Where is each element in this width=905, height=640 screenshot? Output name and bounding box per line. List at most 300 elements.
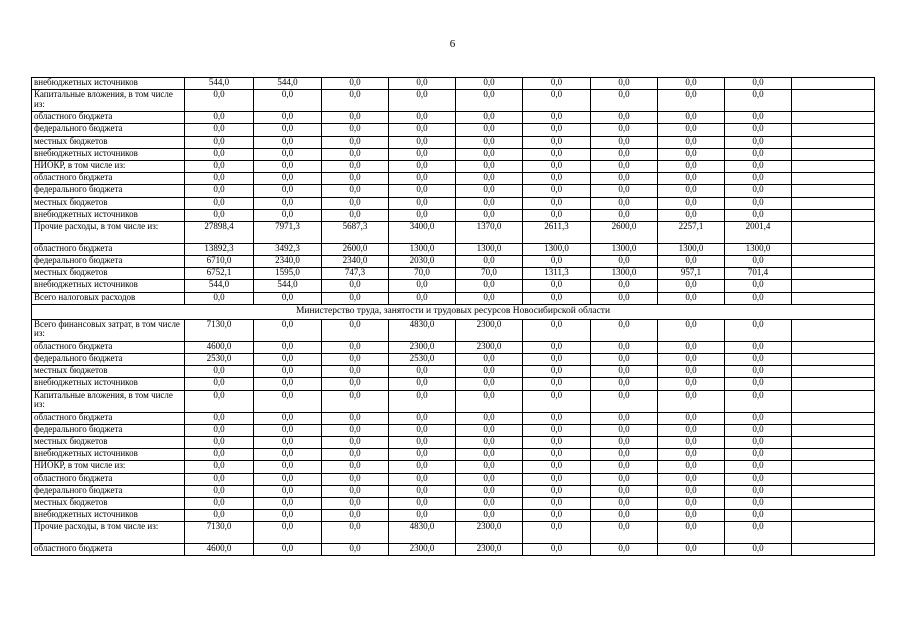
- value-cell: 0,0: [456, 256, 523, 268]
- empty-cell: [792, 221, 875, 243]
- value-cell: 0,0: [322, 510, 389, 522]
- value-cell: 2340,0: [322, 256, 389, 268]
- value-cell: 0,0: [591, 473, 658, 485]
- value-cell: 0,0: [322, 366, 389, 378]
- row-label: внебюджетных источников: [32, 148, 185, 160]
- value-cell: 0,0: [658, 148, 725, 160]
- value-cell: 0,0: [456, 124, 523, 136]
- value-cell: 0,0: [456, 197, 523, 209]
- value-cell: 0,0: [254, 185, 322, 197]
- value-cell: 0,0: [658, 461, 725, 473]
- value-cell: 0,0: [591, 366, 658, 378]
- empty-cell: [792, 461, 875, 473]
- table-row: [32, 412, 875, 424]
- value-cell: 1300,0: [389, 243, 456, 255]
- value-cell: 0,0: [725, 209, 792, 221]
- table-row: [32, 319, 875, 341]
- row-label: внебюджетных источников: [32, 449, 185, 461]
- value-cell: 0,0: [523, 124, 591, 136]
- value-cell: 0,0: [725, 449, 792, 461]
- value-cell: 0,0: [389, 292, 456, 304]
- value-cell: 0,0: [322, 197, 389, 209]
- value-cell: 0,0: [185, 412, 254, 424]
- value-cell: 0,0: [254, 354, 322, 366]
- value-cell: 0,0: [725, 424, 792, 436]
- value-cell: 0,0: [456, 461, 523, 473]
- value-cell: 0,0: [456, 78, 523, 90]
- value-cell: 0,0: [185, 366, 254, 378]
- value-cell: 0,0: [322, 90, 389, 112]
- value-cell: 0,0: [185, 136, 254, 148]
- value-cell: 0,0: [591, 449, 658, 461]
- empty-cell: [792, 510, 875, 522]
- value-cell: 0,0: [523, 90, 591, 112]
- value-cell: 7130,0: [185, 522, 254, 544]
- value-cell: 0,0: [591, 136, 658, 148]
- value-cell: 0,0: [725, 160, 792, 172]
- value-cell: 0,0: [322, 378, 389, 390]
- value-cell: 0,0: [725, 461, 792, 473]
- value-cell: 0,0: [725, 366, 792, 378]
- row-label: Прочие расходы, в том числе из:: [32, 522, 185, 544]
- value-cell: 0,0: [254, 544, 322, 556]
- value-cell: 0,0: [322, 424, 389, 436]
- value-cell: 0,0: [523, 280, 591, 292]
- value-cell: 0,0: [456, 366, 523, 378]
- value-cell: 0,0: [725, 497, 792, 509]
- empty-cell: [792, 366, 875, 378]
- empty-cell: [792, 160, 875, 172]
- value-cell: 0,0: [523, 136, 591, 148]
- value-cell: 0,0: [456, 473, 523, 485]
- row-label: Капитальные вложения, в том числе из:: [32, 90, 185, 112]
- table-row: [32, 280, 875, 292]
- value-cell: 0,0: [591, 292, 658, 304]
- value-cell: 2300,0: [456, 341, 523, 353]
- value-cell: 6710,0: [185, 256, 254, 268]
- value-cell: 0,0: [389, 124, 456, 136]
- value-cell: 0,0: [658, 485, 725, 497]
- table-row: [32, 78, 875, 90]
- value-cell: 0,0: [389, 197, 456, 209]
- value-cell: 0,0: [254, 148, 322, 160]
- value-cell: 0,0: [725, 485, 792, 497]
- row-label: областного бюджета: [32, 173, 185, 185]
- value-cell: 0,0: [254, 424, 322, 436]
- value-cell: 2257,1: [658, 221, 725, 243]
- row-label: областного бюджета: [32, 412, 185, 424]
- value-cell: 0,0: [254, 366, 322, 378]
- value-cell: 0,0: [523, 197, 591, 209]
- table-row: [32, 449, 875, 461]
- table-row: [32, 148, 875, 160]
- value-cell: 0,0: [591, 185, 658, 197]
- value-cell: 0,0: [591, 522, 658, 544]
- value-cell: 0,0: [322, 185, 389, 197]
- value-cell: 0,0: [185, 461, 254, 473]
- value-cell: 0,0: [725, 319, 792, 341]
- budget-table: [31, 77, 875, 556]
- row-label: местных бюджетов: [32, 197, 185, 209]
- value-cell: 0,0: [658, 197, 725, 209]
- empty-cell: [792, 424, 875, 436]
- row-label: Всего налоговых расходов: [32, 292, 185, 304]
- empty-cell: [792, 124, 875, 136]
- value-cell: 0,0: [523, 497, 591, 509]
- value-cell: 2600,0: [591, 221, 658, 243]
- value-cell: 0,0: [254, 461, 322, 473]
- value-cell: 0,0: [456, 292, 523, 304]
- value-cell: 0,0: [523, 256, 591, 268]
- value-cell: 1370,0: [456, 221, 523, 243]
- value-cell: 0,0: [322, 124, 389, 136]
- value-cell: 0,0: [591, 209, 658, 221]
- value-cell: 0,0: [185, 185, 254, 197]
- value-cell: 0,0: [523, 209, 591, 221]
- value-cell: 0,0: [523, 292, 591, 304]
- empty-cell: [792, 354, 875, 366]
- row-label: Капитальные вложения, в том числе из:: [32, 390, 185, 412]
- row-label: внебюджетных источников: [32, 209, 185, 221]
- value-cell: 0,0: [185, 112, 254, 124]
- value-cell: 0,0: [658, 90, 725, 112]
- value-cell: 0,0: [456, 436, 523, 448]
- value-cell: 0,0: [456, 510, 523, 522]
- value-cell: 0,0: [185, 90, 254, 112]
- value-cell: 0,0: [389, 485, 456, 497]
- value-cell: 0,0: [456, 378, 523, 390]
- value-cell: 0,0: [185, 209, 254, 221]
- value-cell: 1595,0: [254, 268, 322, 280]
- value-cell: 0,0: [254, 124, 322, 136]
- value-cell: 0,0: [523, 112, 591, 124]
- value-cell: 2300,0: [389, 341, 456, 353]
- value-cell: 1300,0: [591, 268, 658, 280]
- table-row: [32, 366, 875, 378]
- value-cell: 0,0: [658, 341, 725, 353]
- value-cell: 0,0: [254, 90, 322, 112]
- table-row: [32, 160, 875, 172]
- value-cell: 0,0: [254, 197, 322, 209]
- value-cell: 0,0: [389, 436, 456, 448]
- value-cell: 0,0: [456, 449, 523, 461]
- value-cell: 0,0: [658, 473, 725, 485]
- value-cell: 0,0: [725, 90, 792, 112]
- table-row: [32, 256, 875, 268]
- value-cell: 3400,0: [389, 221, 456, 243]
- value-cell: 0,0: [523, 160, 591, 172]
- value-cell: 0,0: [591, 90, 658, 112]
- row-label: областного бюджета: [32, 473, 185, 485]
- value-cell: 544,0: [254, 78, 322, 90]
- row-label: местных бюджетов: [32, 366, 185, 378]
- value-cell: 0,0: [456, 136, 523, 148]
- empty-cell: [792, 319, 875, 341]
- empty-cell: [792, 473, 875, 485]
- value-cell: 0,0: [523, 424, 591, 436]
- value-cell: 4830,0: [389, 522, 456, 544]
- empty-cell: [792, 485, 875, 497]
- value-cell: 0,0: [389, 449, 456, 461]
- row-label: областного бюджета: [32, 112, 185, 124]
- value-cell: 0,0: [389, 510, 456, 522]
- value-cell: 701,4: [725, 268, 792, 280]
- table-row: [32, 90, 875, 112]
- table-row: [32, 268, 875, 280]
- value-cell: 0,0: [725, 173, 792, 185]
- value-cell: 0,0: [523, 522, 591, 544]
- value-cell: 0,0: [322, 544, 389, 556]
- value-cell: 0,0: [185, 436, 254, 448]
- value-cell: 0,0: [523, 319, 591, 341]
- value-cell: 0,0: [591, 436, 658, 448]
- value-cell: 0,0: [658, 436, 725, 448]
- value-cell: 0,0: [591, 544, 658, 556]
- table-row: [32, 485, 875, 497]
- table-row: [32, 292, 875, 304]
- table-row: [32, 544, 875, 556]
- value-cell: 0,0: [456, 497, 523, 509]
- value-cell: 0,0: [523, 412, 591, 424]
- table-row: [32, 424, 875, 436]
- value-cell: 0,0: [322, 354, 389, 366]
- value-cell: 0,0: [658, 78, 725, 90]
- value-cell: 0,0: [185, 160, 254, 172]
- value-cell: 0,0: [591, 256, 658, 268]
- value-cell: 0,0: [322, 412, 389, 424]
- value-cell: 0,0: [322, 390, 389, 412]
- value-cell: 0,0: [725, 522, 792, 544]
- value-cell: 0,0: [456, 209, 523, 221]
- value-cell: 70,0: [456, 268, 523, 280]
- value-cell: 0,0: [658, 497, 725, 509]
- value-cell: 0,0: [523, 461, 591, 473]
- row-label: областного бюджета: [32, 544, 185, 556]
- value-cell: 0,0: [725, 510, 792, 522]
- value-cell: 0,0: [523, 341, 591, 353]
- empty-cell: [792, 90, 875, 112]
- value-cell: 2001,4: [725, 221, 792, 243]
- value-cell: 0,0: [254, 319, 322, 341]
- value-cell: 4830,0: [389, 319, 456, 341]
- value-cell: 0,0: [523, 510, 591, 522]
- section-header-body: [32, 304, 875, 319]
- value-cell: 0,0: [591, 124, 658, 136]
- table-row: [32, 522, 875, 544]
- value-cell: 0,0: [322, 292, 389, 304]
- value-cell: 0,0: [725, 148, 792, 160]
- empty-cell: [792, 449, 875, 461]
- value-cell: 0,0: [591, 497, 658, 509]
- empty-cell: [792, 341, 875, 353]
- value-cell: 0,0: [322, 209, 389, 221]
- value-cell: 0,0: [389, 136, 456, 148]
- value-cell: 2600,0: [322, 243, 389, 255]
- value-cell: 0,0: [591, 112, 658, 124]
- value-cell: 0,0: [456, 390, 523, 412]
- value-cell: 0,0: [389, 461, 456, 473]
- value-cell: 0,0: [725, 390, 792, 412]
- value-cell: 0,0: [254, 436, 322, 448]
- value-cell: 0,0: [322, 497, 389, 509]
- value-cell: 0,0: [658, 510, 725, 522]
- value-cell: 0,0: [658, 366, 725, 378]
- value-cell: 0,0: [254, 173, 322, 185]
- value-cell: 0,0: [591, 78, 658, 90]
- row-label: федерального бюджета: [32, 185, 185, 197]
- value-cell: 0,0: [254, 449, 322, 461]
- value-cell: 0,0: [185, 424, 254, 436]
- value-cell: 0,0: [523, 185, 591, 197]
- value-cell: 0,0: [389, 160, 456, 172]
- value-cell: 27898,4: [185, 221, 254, 243]
- row-label: внебюджетных источников: [32, 78, 185, 90]
- value-cell: 0,0: [658, 319, 725, 341]
- empty-cell: [792, 292, 875, 304]
- value-cell: 0,0: [185, 197, 254, 209]
- value-cell: 0,0: [725, 412, 792, 424]
- value-cell: 0,0: [725, 378, 792, 390]
- value-cell: 544,0: [185, 280, 254, 292]
- value-cell: 0,0: [389, 185, 456, 197]
- table-row: [32, 136, 875, 148]
- value-cell: 2530,0: [389, 354, 456, 366]
- value-cell: 1300,0: [456, 243, 523, 255]
- value-cell: 957,1: [658, 268, 725, 280]
- value-cell: 1300,0: [523, 243, 591, 255]
- empty-cell: [792, 497, 875, 509]
- empty-cell: [792, 436, 875, 448]
- empty-cell: [792, 268, 875, 280]
- value-cell: 7130,0: [185, 319, 254, 341]
- row-label: НИОКР, в том числе из:: [32, 461, 185, 473]
- value-cell: 2030,0: [389, 256, 456, 268]
- value-cell: 7971,3: [254, 221, 322, 243]
- value-cell: 0,0: [658, 292, 725, 304]
- value-cell: 0,0: [658, 424, 725, 436]
- value-cell: 0,0: [389, 473, 456, 485]
- value-cell: 2300,0: [456, 522, 523, 544]
- row-label: областного бюджета: [32, 341, 185, 353]
- value-cell: 0,0: [658, 544, 725, 556]
- table-row: [32, 221, 875, 243]
- row-label: федерального бюджета: [32, 354, 185, 366]
- value-cell: 0,0: [389, 378, 456, 390]
- value-cell: 0,0: [456, 280, 523, 292]
- value-cell: 0,0: [591, 412, 658, 424]
- value-cell: 0,0: [322, 160, 389, 172]
- empty-cell: [792, 243, 875, 255]
- value-cell: 0,0: [591, 341, 658, 353]
- row-label: внебюджетных источников: [32, 378, 185, 390]
- value-cell: 0,0: [591, 197, 658, 209]
- table-row: [32, 209, 875, 221]
- table-row: [32, 390, 875, 412]
- value-cell: 6752,1: [185, 268, 254, 280]
- value-cell: 0,0: [456, 173, 523, 185]
- value-cell: 0,0: [523, 378, 591, 390]
- value-cell: 1300,0: [591, 243, 658, 255]
- table-row: [32, 510, 875, 522]
- value-cell: 0,0: [523, 449, 591, 461]
- value-cell: 0,0: [389, 280, 456, 292]
- value-cell: 0,0: [658, 209, 725, 221]
- value-cell: 0,0: [254, 209, 322, 221]
- value-cell: 0,0: [185, 378, 254, 390]
- value-cell: 0,0: [254, 510, 322, 522]
- table-row: [32, 461, 875, 473]
- value-cell: 0,0: [523, 473, 591, 485]
- value-cell: 0,0: [185, 148, 254, 160]
- table-row: [32, 473, 875, 485]
- value-cell: 0,0: [725, 124, 792, 136]
- row-label: НИОКР, в том числе из:: [32, 160, 185, 172]
- value-cell: 0,0: [389, 497, 456, 509]
- value-cell: 0,0: [658, 354, 725, 366]
- table-row: [32, 185, 875, 197]
- empty-cell: [792, 209, 875, 221]
- value-cell: 0,0: [658, 412, 725, 424]
- value-cell: 0,0: [658, 522, 725, 544]
- value-cell: 0,0: [254, 485, 322, 497]
- value-cell: 2340,0: [254, 256, 322, 268]
- value-cell: 0,0: [591, 378, 658, 390]
- value-cell: 0,0: [725, 256, 792, 268]
- empty-cell: [792, 390, 875, 412]
- value-cell: 0,0: [254, 160, 322, 172]
- row-label: местных бюджетов: [32, 436, 185, 448]
- value-cell: 0,0: [591, 280, 658, 292]
- page-number: 6: [449, 38, 456, 50]
- empty-cell: [792, 185, 875, 197]
- value-cell: 0,0: [389, 424, 456, 436]
- value-cell: 0,0: [185, 473, 254, 485]
- value-cell: 0,0: [254, 497, 322, 509]
- row-label: внебюджетных источников: [32, 510, 185, 522]
- value-cell: 1300,0: [658, 243, 725, 255]
- value-cell: 0,0: [322, 473, 389, 485]
- value-cell: 0,0: [456, 354, 523, 366]
- value-cell: 0,0: [254, 112, 322, 124]
- value-cell: 1311,3: [523, 268, 591, 280]
- value-cell: 4600,0: [185, 341, 254, 353]
- value-cell: 0,0: [322, 461, 389, 473]
- value-cell: 0,0: [185, 497, 254, 509]
- value-cell: 0,0: [658, 280, 725, 292]
- value-cell: 0,0: [254, 136, 322, 148]
- value-cell: 0,0: [523, 78, 591, 90]
- value-cell: 0,0: [523, 354, 591, 366]
- value-cell: 0,0: [254, 473, 322, 485]
- value-cell: 0,0: [389, 173, 456, 185]
- value-cell: 0,0: [254, 412, 322, 424]
- value-cell: 0,0: [185, 173, 254, 185]
- value-cell: 0,0: [591, 354, 658, 366]
- value-cell: 0,0: [658, 173, 725, 185]
- table-row: [32, 112, 875, 124]
- value-cell: 0,0: [185, 510, 254, 522]
- empty-cell: [792, 136, 875, 148]
- part1-body: [32, 78, 875, 305]
- value-cell: 0,0: [591, 485, 658, 497]
- value-cell: 0,0: [725, 197, 792, 209]
- value-cell: 0,0: [322, 148, 389, 160]
- value-cell: 0,0: [322, 280, 389, 292]
- table-row: [32, 243, 875, 255]
- part2-body: [32, 319, 875, 556]
- value-cell: 0,0: [456, 160, 523, 172]
- value-cell: 0,0: [322, 341, 389, 353]
